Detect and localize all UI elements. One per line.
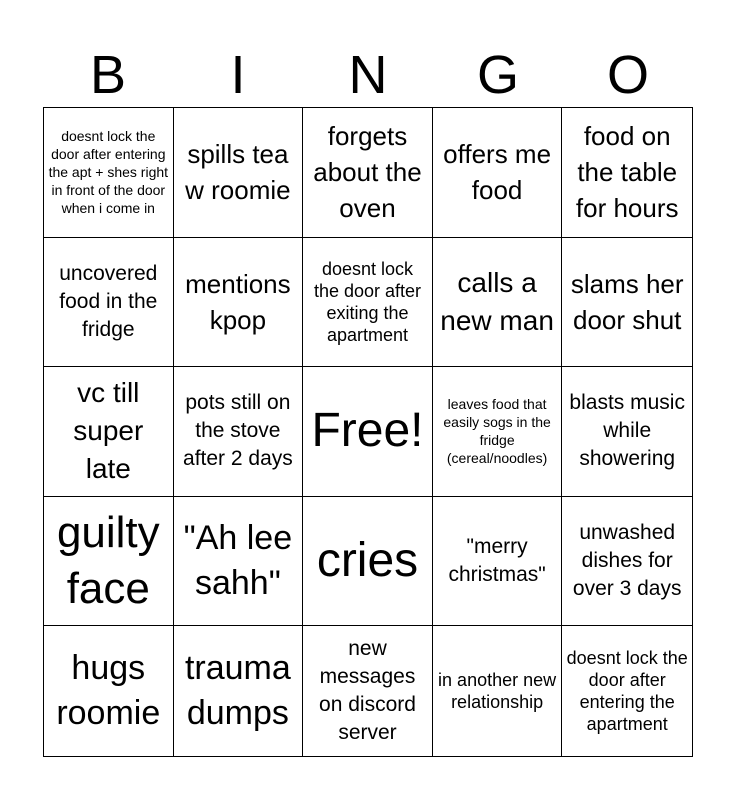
cell-text: cries xyxy=(316,534,419,588)
cell-text: mentions kpop xyxy=(185,268,291,335)
bingo-cell-r4c3[interactable] xyxy=(303,497,433,627)
cell-text: leaves food that easily sogs in the fridge (cereal/noodles) xyxy=(443,396,551,467)
bingo-cell-r1c1[interactable] xyxy=(44,108,174,238)
cell-text: vc till super late xyxy=(73,377,144,485)
bingo-cell-r3c5[interactable] xyxy=(562,367,692,497)
bingo-cell-r2c5[interactable] xyxy=(562,238,692,368)
bingo-cell-free[interactable] xyxy=(303,367,433,497)
bingo-cell-r2c4[interactable] xyxy=(433,238,563,368)
cell-text: new messages on discord server xyxy=(319,637,416,745)
header-letter-i: I xyxy=(230,45,246,105)
bingo-cell-r5c1[interactable] xyxy=(44,626,174,756)
cell-text: guilty face xyxy=(56,508,160,614)
bingo-cell-r2c3[interactable] xyxy=(303,238,433,368)
bingo-cell-r3c4[interactable] xyxy=(433,367,563,497)
bingo-cell-r4c2[interactable] xyxy=(174,497,304,627)
bingo-cell-r3c1[interactable] xyxy=(44,367,174,497)
cell-text: pots still on the stove after 2 days xyxy=(183,391,293,471)
bingo-cell-r2c2[interactable] xyxy=(174,238,304,368)
cell-text: slams her door shut xyxy=(570,268,684,335)
cell-text: doesnt lock the door after exiting the apartment xyxy=(313,258,422,345)
cell-text: calls a new man xyxy=(440,266,554,336)
cell-text: uncovered food in the fridge xyxy=(59,261,158,341)
bingo-cell-r4c4[interactable] xyxy=(433,497,563,627)
cell-text: in another new relationship xyxy=(438,670,557,713)
cell-text: trauma dumps xyxy=(184,649,291,733)
cell-text: offers me food xyxy=(443,139,552,206)
bingo-cell-r3c2[interactable] xyxy=(174,367,304,497)
bingo-cell-r5c4[interactable] xyxy=(433,626,563,756)
cell-text: blasts music while showering xyxy=(569,391,685,471)
bingo-cell-r1c3[interactable] xyxy=(303,108,433,238)
bingo-cell-r2c1[interactable] xyxy=(44,238,174,368)
cell-text: unwashed dishes for over 3 days xyxy=(572,521,682,601)
cell-text: forgets about the oven xyxy=(313,121,422,224)
bingo-cell-r5c2[interactable] xyxy=(174,626,304,756)
header-letter-o: O xyxy=(606,45,649,105)
cell-text: "Ah lee sahh" xyxy=(183,519,293,603)
cell-text: food on the table for hours xyxy=(575,121,679,224)
bingo-cell-r4c5[interactable] xyxy=(562,497,692,627)
header-letter-n: N xyxy=(348,45,388,105)
header-letter-g: G xyxy=(476,45,519,105)
cell-text: doesnt lock the door after entering the apt + shes right in front of the door when i come in xyxy=(48,128,169,217)
bingo-cell-r1c2[interactable] xyxy=(174,108,304,238)
header-letter-b: B xyxy=(89,45,127,105)
bingo-cell-r5c3[interactable] xyxy=(303,626,433,756)
bingo-cell-r4c1[interactable] xyxy=(44,497,174,627)
bingo-cell-r1c4[interactable] xyxy=(433,108,563,238)
bingo-cell-r5c5[interactable] xyxy=(562,626,692,756)
cell-text: spills tea w roomie xyxy=(185,139,291,206)
bingo-cell-r1c5[interactable] xyxy=(562,108,692,238)
cell-text: hugs roomie xyxy=(56,649,161,733)
bingo-board xyxy=(43,107,693,757)
bingo-header xyxy=(43,44,693,106)
free-space-text: Free! xyxy=(311,404,424,458)
cell-text: "merry christmas" xyxy=(448,535,546,587)
cell-text: doesnt lock the door after entering the apartment xyxy=(566,648,688,735)
